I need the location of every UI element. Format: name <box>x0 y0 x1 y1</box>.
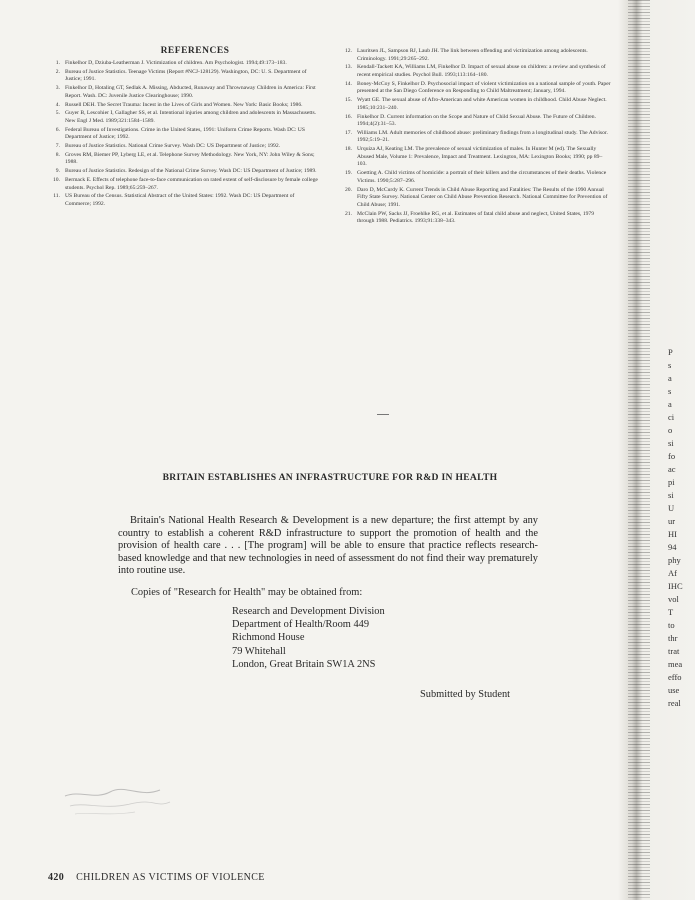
facing-page-fragment: thr <box>668 633 678 643</box>
facing-page-fragment: trat <box>668 646 680 656</box>
reference-number: 5. <box>55 110 60 117</box>
reference-number: 3. <box>55 85 60 92</box>
references-heading: REFERENCES <box>160 46 230 56</box>
reference-number: 13. <box>345 64 352 71</box>
reference-entry <box>44 127 319 142</box>
facing-page-fragment: to <box>668 620 675 630</box>
facing-page-fragment: phy <box>668 555 681 565</box>
facing-page-fragment: IHC <box>668 581 683 591</box>
reference-entry <box>44 193 319 208</box>
reference-number: 12. <box>345 48 352 54</box>
address-line: 79 Whitehall <box>232 645 286 657</box>
reference-text: Groves RM, Biemer PP, Lyberg LE, et al. Telephone Survey Methodology. New York, NY: John Wiley & Sons; 1988. <box>65 151 315 166</box>
facing-page-fragment: HI <box>668 529 677 539</box>
reference-text: US Bureau of the Census. Statistical Abstract of the United States: 1992. Wash DC: US Department of Commerce; 1992. <box>65 193 295 207</box>
reference-text: Russell DEH. The Secret Trauma: Incest in the Lives of Girls and Women. New York: Basic Books; 1986. <box>65 101 303 108</box>
reference-text: Wyatt GE. The sexual abuse of Afro-American and white American women in childhood. Child Abuse Neglect. 1985;10:231–240. <box>357 97 607 111</box>
page-footer <box>48 872 265 883</box>
reference-entry <box>336 130 612 145</box>
reference-text: Federal Bureau of Investigations. Crime in the United States, 1991: Uniform Crime Reports. Wash DC: US Department of Justice; 1992. <box>65 126 305 141</box>
reference-text: Finkelhor D. Current information on the Scope and Nature of Child Sexual Abuse. The Future of Children. 1994;4(2):31–53. <box>357 113 596 128</box>
reference-text: Goetting A. Child victims of homicide: a portrait of their killers and the circumstances of their deaths. Violence Victims. 1990;5:287–296. <box>357 170 607 184</box>
reference-entry <box>44 168 319 176</box>
facing-page-fragment: real <box>668 698 681 708</box>
reference-number: 4. <box>55 101 60 108</box>
reference-entry <box>44 177 319 192</box>
reference-text: Kendall-Tackett KA, Williams LM, Finkelhor D. Impact of sexual abuse on children: a review and synthesis of recent empirical studies. Psychol Bull. 1993;113:164–180. <box>357 64 606 78</box>
reference-text: Boney-McCoy S, Finkelhor D. Psychosocial impact of violent victimization on a national sample of youth. Paper presented at the San Diego Conference on Responding to Child Maltreatment; January, 1994. <box>357 80 611 95</box>
references-right-column <box>336 48 612 227</box>
reference-entry <box>44 143 319 151</box>
reference-number: 19. <box>345 170 352 177</box>
reference-text: Bureau of Justice Statistics. National Crime Survey. Wash DC: US Department of Justice; 1992. <box>65 143 281 150</box>
page-number: 420 <box>48 872 65 883</box>
reference-text: Lauritsen JL, Sampson RJ, Laub JH. The link between offending and victimization among adolescents. Criminology. 1991;29:265–292. <box>357 48 588 62</box>
reference-number: 18. <box>345 146 352 153</box>
article-paragraph: Britain's National Health Research & Development is a new departure; the first attempt by any country to establish a coherent R&D infrastructure to support the promotion of health and the provision of health care . . . [The program] will be able to ensure that practice reflects research-based knowledge and that new technologies in need of assessment do not find their way prematurely into routine use. <box>118 515 538 577</box>
gutter-scan-noise <box>628 0 650 900</box>
reference-text: McClain PW, Sacks JJ, Froehlke RG, et al. Estimates of fatal child abuse and neglect, United States, 1979 through 1988. Pediatrics. 1993;91:338–343. <box>357 210 595 225</box>
facing-page-fragment: T <box>668 607 674 617</box>
facing-page-fragment: mea <box>668 659 683 669</box>
reference-entry <box>44 60 319 68</box>
scan-smudge <box>60 782 180 822</box>
reference-entry <box>336 81 612 96</box>
references-left-column <box>44 60 319 210</box>
reference-number: 10. <box>53 177 60 183</box>
facing-page-fragment: P <box>668 347 673 357</box>
article-title: BRITAIN ESTABLISHES AN INFRASTRUCTURE FOR R&D IN HEALTH <box>162 472 498 483</box>
facing-page-fragment: fo <box>668 451 676 461</box>
reference-entry <box>44 152 319 167</box>
reference-number: 14. <box>345 80 352 87</box>
reference-number: 21. <box>345 210 352 217</box>
facing-page-fragment: o <box>668 425 673 435</box>
reference-text: Daro D, McCurdy K. Current Trends in Child Abuse Reporting and Fatalities: The Results of the 1990 Annual Fifty State Survey. National Center on Child Abuse Prevention Research. National Committee for Prevention of Child Abuse; 1991. <box>357 186 608 208</box>
submission-credit: Submitted by Student <box>420 689 511 700</box>
facing-page-fragment: ur <box>668 516 676 526</box>
facing-page-fragment: effo <box>668 672 682 682</box>
mailing-address <box>232 605 385 671</box>
reference-number: 2. <box>55 68 60 75</box>
facing-page-fragment: ci <box>668 412 675 422</box>
reference-entry <box>44 69 319 84</box>
facing-page-fragment: a <box>668 399 672 409</box>
copies-note: Copies of "Research for Health" may be obtained from: <box>131 587 363 598</box>
address-line: Richmond House <box>232 632 305 644</box>
reference-number: 11. <box>53 193 60 200</box>
facing-page-fragment: si <box>668 490 674 500</box>
reference-text: Bermack E. Effects of telephone face-to-face communication on rated extent of self-disclosure by female college students. Psychol Rep. 1989;65:259–267. <box>65 177 318 191</box>
reference-entry <box>336 187 612 210</box>
reference-entry <box>336 97 612 112</box>
facing-page-fragment: ac <box>668 464 676 474</box>
reference-number: 1. <box>55 60 60 66</box>
running-title: CHILDREN AS VICTIMS OF VIOLENCE <box>76 872 265 883</box>
reference-entry <box>44 110 319 125</box>
reference-number: 7. <box>55 143 60 150</box>
address-line: Department of Health/Room 449 <box>232 619 370 631</box>
facing-page-fragment: s <box>668 360 672 370</box>
reference-number: 17. <box>345 129 352 136</box>
facing-page-fragment: pi <box>668 477 675 487</box>
facing-page-fragment: vol <box>668 594 679 604</box>
reference-entry <box>44 85 319 100</box>
reference-text: Bureau of Justice Statistics. Redesign of the National Crime Survey. Wash DC: US Department of Justice; 1989. <box>65 168 317 175</box>
reference-text: Bureau of Justice Statistics. Teenage Victims (Report #NCJ-128129). Washington, DC: U. S. Department of Justice; 1991. <box>65 68 307 83</box>
facing-page-fragment: U <box>668 503 675 513</box>
reference-text: Finkelhor D, Hotaling GT, Sedlak A. Missing, Abducted, Runaway and Thrownaway Children in America: First Report. Wash. DC: Juvenile Justice Clearinghouse; 1990. <box>65 85 316 99</box>
reference-entry <box>336 48 612 63</box>
reference-text: Williams LM. Adult memories of childhood abuse: preliminary findings from a longitudinal study. The Advisor. 1992;5:19–21. <box>357 129 608 144</box>
reference-entry <box>336 211 612 226</box>
section-divider <box>377 414 389 415</box>
reference-entry <box>336 64 612 79</box>
facing-page-fragment: a <box>668 373 672 383</box>
facing-page-fragment: Af <box>668 568 677 578</box>
reference-number: 16. <box>345 113 352 120</box>
reference-entry <box>336 114 612 129</box>
reference-number: 20. <box>345 186 352 193</box>
facing-page-fragment: 94 <box>668 542 677 552</box>
reference-number: 9. <box>55 168 60 175</box>
reference-number: 8. <box>55 151 60 158</box>
address-line: Research and Development Division <box>232 606 385 617</box>
reference-entry <box>44 102 319 110</box>
reference-text: Finkelhor D, Dziuba-Leatherman J. Victimization of children. Am Psychologist. 1994;49:173–183. <box>65 60 287 66</box>
facing-page-fragment: si <box>668 438 674 448</box>
reference-entry <box>336 146 612 169</box>
address-line: London, Great Britain SW1A 2NS <box>232 658 376 670</box>
facing-page-fragment: use <box>668 685 680 695</box>
facing-page-fragment: s <box>668 386 672 396</box>
reference-entry <box>336 170 612 185</box>
reference-number: 15. <box>345 97 352 104</box>
reference-text: Guyer B, Lescohier I, Gallagher SS, et al. Intentional injuries among children and adolescents in Massachusetts. New Engl J Med. 1989;321:1584–1589. <box>65 110 317 124</box>
article-body <box>118 515 538 578</box>
reference-number: 6. <box>55 126 60 133</box>
reference-text: Urquiza AJ, Keating LM. The prevalence of sexual victimization of males. In Hunter M (ed). The Sexually Abused Male, Volume 1: Prevalence, Impact and Treatment. Lexington, MA: Lexington Books; 1990; pp 89–103. <box>357 146 603 168</box>
